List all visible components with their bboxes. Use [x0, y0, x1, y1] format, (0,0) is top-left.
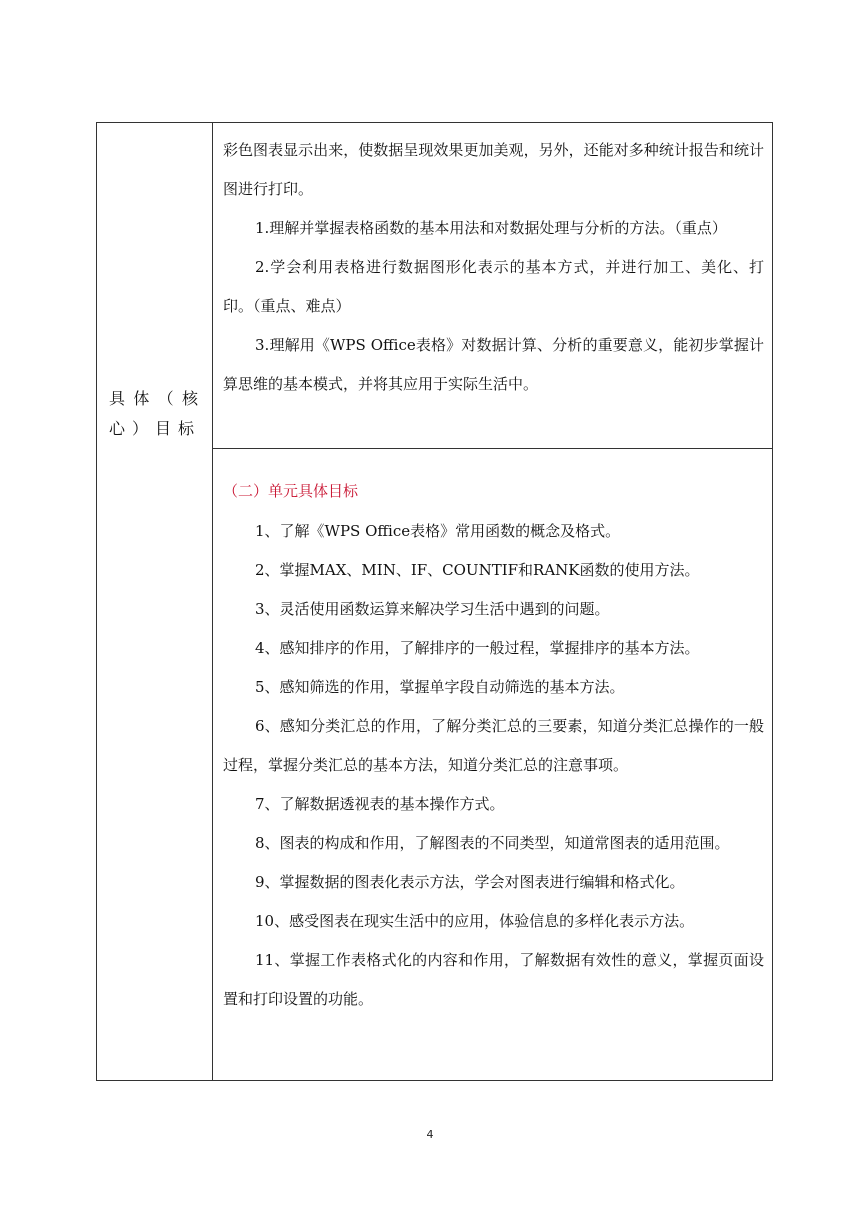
label-cell: [97, 123, 213, 1080]
objectives-label: 具体（核心）目标: [109, 389, 205, 438]
unit-item: 3、灵活使用函数运算来解决学习生活中遇到的问题。: [255, 600, 610, 618]
unit-item: 10、感受图表在现实生活中的应用，体验信息的多样化表示方法。: [255, 912, 695, 930]
intro-paragraph: 彩色图表显示出来，使数据呈现效果更加美观，另外，还能对多种统计报告和统计图进行打印。: [223, 141, 764, 198]
unit-item: 6、感知分类汇总的作用，了解分类汇总的三要素，知道分类汇总操作的一般过程，掌握分类汇总的基本方法，知道分类汇总的注意事项。: [223, 717, 764, 774]
unit-item: 5、感知筛选的作用，掌握单字段自动筛选的基本方法。: [255, 678, 625, 696]
objective-2: 2.学会利用表格进行数据图形化表示的基本方式，并进行加工、美化、打印。（重点、难点）: [223, 258, 764, 315]
core-objectives-cell: [213, 123, 772, 449]
objective-3: 3.理解用《WPS Office表格》对数据计算、分析的重要意义，能初步掌握计算思维的基本模式，并将其应用于实际生活中。: [223, 336, 764, 393]
core-objectives-text: [223, 131, 764, 404]
unit-item: 9、掌握数据的图表化表示方法，学会对图表进行编辑和格式化。: [255, 873, 685, 891]
unit-item: 2、掌握MAX、MIN、IF、COUNTIF和RANK函数的使用方法。: [255, 561, 700, 579]
unit-objectives-cell: [213, 449, 772, 1080]
objective-1: 1.理解并掌握表格函数的基本用法和对数据处理与分析的方法。（重点）: [255, 219, 727, 237]
unit-item: 1、了解《WPS Office表格》常用函数的概念及格式。: [255, 522, 621, 540]
unit-objectives-text: [223, 471, 764, 1019]
objectives-table: [96, 122, 773, 1081]
unit-item: 4、感知排序的作用，了解排序的一般过程，掌握排序的基本方法。: [255, 639, 700, 657]
unit-item: 11、掌握工作表格式化的内容和作用，了解数据有效性的意义，掌握页面设置和打印设置的功能。: [223, 951, 764, 1008]
unit-item: 7、了解数据透视表的基本操作方式。: [255, 795, 505, 813]
unit-heading: （二）单元具体目标: [223, 482, 359, 500]
unit-item: 8、图表的构成和作用，了解图表的不同类型，知道常图表的适用范围。: [255, 834, 730, 852]
page-number: 4: [426, 1128, 434, 1141]
